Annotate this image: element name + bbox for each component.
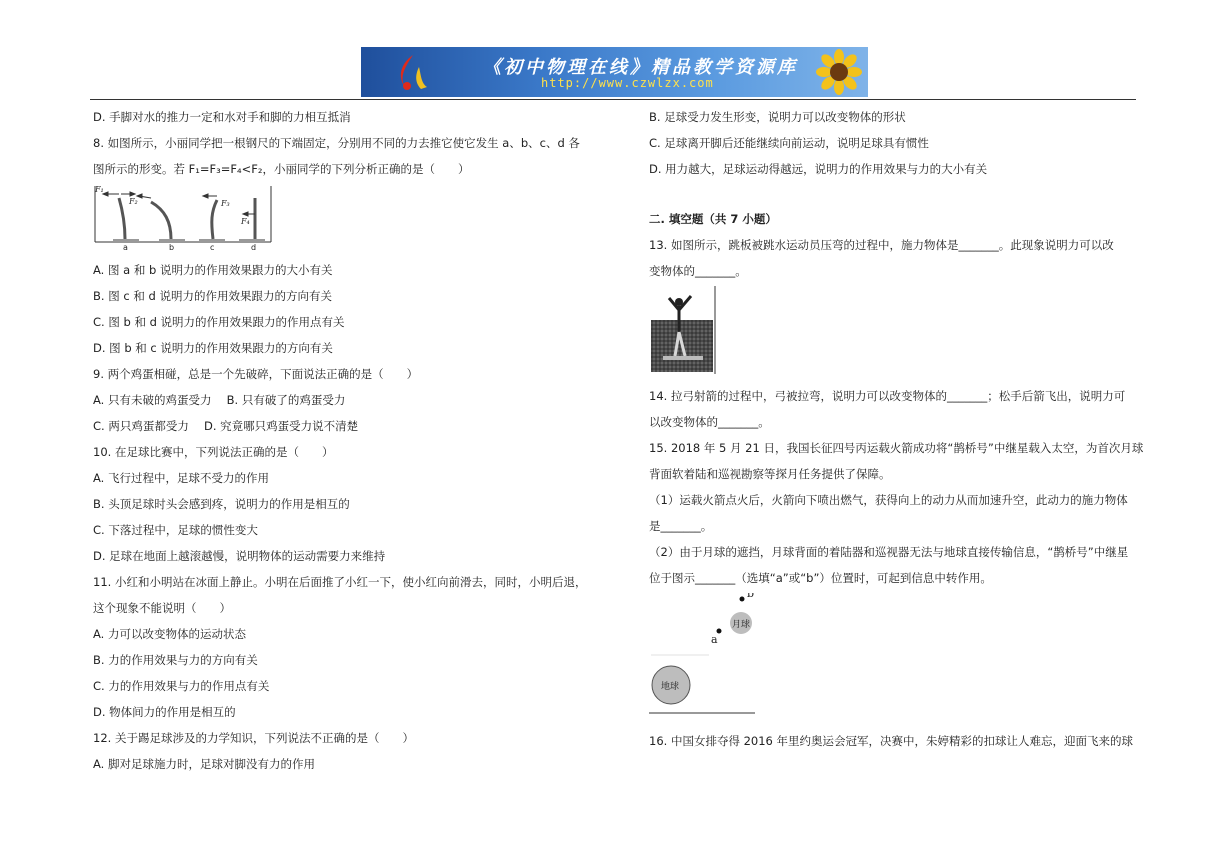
text-line: 这个现象不能说明（ ） [93,601,231,615]
figure-13-diver-photo [649,286,1139,379]
figure-8-steel-ruler [93,184,613,253]
question-14: 14. 拉弓射箭的过程中，弓被拉弯，说明力可以改变物体的_______；松手后箭飞出，说明力可 [649,389,1126,403]
option-line: D. 用力越大，足球运动得越远，说明力的作用效果与力的大小有关 [649,162,988,176]
text-line: 图所示的形变。若 F₁=F₃=F₄<F₂，小丽同学的下列分析正确的是（ ） [93,162,470,176]
moon-label: 月球 [732,620,751,630]
banner-url: http://www.czwlzx.com [541,76,714,90]
option-line: B. 足球受力发生形变，说明力可以改变物体的形状 [649,110,906,124]
figure-15-relay-satellite [649,593,1139,724]
option-line: D. 足球在地面上越滚越慢，说明物体的运动需要力来维持 [93,549,386,563]
text-line: （1）运载火箭点火后，火箭向下喷出燃气，获得向上的动力从而加速升空，此动力的施力物体 [649,493,1128,507]
logo-icon [391,53,431,91]
earth-label: 地球 [661,682,680,692]
option-line: A. 脚对足球施力时，足球对脚没有力的作用 [93,757,315,771]
header-rule [90,99,1136,100]
right-column [649,104,1144,754]
text-line: D. 手脚对水的推力一定和水对手和脚的力相互抵消 [93,110,351,124]
diver-photo [649,286,719,376]
text-line: 是_______。 [649,519,713,533]
option-line: C. 下落过程中，足球的惯性变大 [93,523,258,537]
left-column [93,104,613,777]
question-15: 15. 2018 年 5 月 21 日，我国长征四号丙运载火箭成功将“鹊桥号”中继星载入太空，为首次月球 [649,441,1144,455]
force-label: F₂ [129,197,138,206]
option-line: A. 力可以改变物体的运动状态 [93,627,246,641]
banner-title: 《初中物理在线》精品教学资源库 [483,57,798,78]
sunflower-icon [816,49,862,95]
question-16: 16. 中国女排夺得 2016 年里约奥运会冠军，决赛中，朱婷精彩的扣球让人难忘，迎面飞来的球 [649,734,1134,748]
text-line: （2）由于月球的遮挡，月球背面的着陆器和巡视器无法与地球直接传输信息，“鹊桥号”中继星 [649,545,1129,559]
force-label: F₄ [241,217,250,226]
ruler-diagram [93,184,273,250]
question-11: 11. 小红和小明站在冰面上静止。小明在后面推了小红一下，使小红向前滑去，同时，小明后退， [93,575,587,589]
force-label: F₁ [95,185,104,194]
option-line: D. 图 b 和 c 说明力的作用效果跟力的方向有关 [93,341,333,355]
earth-moon-diagram [649,593,769,721]
panel-label: c [210,243,215,250]
question-9: 9. 两个鸡蛋相碰，总是一个先破碎，下面说法正确的是（ ） [93,367,419,381]
option-line: A. 图 a 和 b 说明力的作用效果跟力的大小有关 [93,263,333,277]
text-line: 以改变物体的_______。 [649,415,770,429]
option-line: D. 物体间力的作用是相互的 [93,705,236,719]
panel-label: a [123,243,128,250]
option-line: A. 飞行过程中，足球不受力的作用 [93,471,269,485]
option-line: B. 力的作用效果与力的方向有关 [93,653,258,667]
question-10: 10. 在足球比赛中，下列说法正确的是（ ） [93,445,334,459]
question-13: 13. 如图所示，跳板被跳水运动员压弯的过程中，施力物体是_______。此现象说明力可以改 [649,238,1114,252]
option-line: C. 足球离开脚后还能继续向前运动，说明足球具有惯性 [649,136,929,150]
text-line: 背面软着陆和巡视勘察等探月任务提供了保障。 [649,467,891,481]
question-8: 8. 如图所示，小丽同学把一根钢尺的下端固定，分别用不同的力去推它使它发生 a、b、c、d 各 [93,136,580,150]
point-b-label: b [747,593,755,600]
text-line: 位于图示_______（选填“a”或“b”）位置时，可起到信息中转作用。 [649,571,992,585]
option-line: C. 力的作用效果与力的作用点有关 [93,679,270,693]
header-banner [361,47,868,97]
force-label: F₃ [221,199,230,208]
section-heading: 二. 填空题（共 7 小题） [649,212,777,226]
option-line: C. 两只鸡蛋都受力 D. 究竟哪只鸡蛋受力说不清楚 [93,419,359,433]
option-line: B. 头顶足球时头会感到疼，说明力的作用是相互的 [93,497,350,511]
point-a-label: a [711,633,718,646]
question-12: 12. 关于踢足球涉及的力学知识，下列说法不正确的是（ ） [93,731,414,745]
option-line: A. 只有未破的鸡蛋受力 B. 只有破了的鸡蛋受力 [93,393,346,407]
option-line: C. 图 b 和 d 说明力的作用效果跟力的作用点有关 [93,315,345,329]
option-line: B. 图 c 和 d 说明力的作用效果跟力的方向有关 [93,289,332,303]
panel-label: b [169,243,175,250]
panel-label: d [251,243,257,250]
text-line: 变物体的_______。 [649,264,747,278]
